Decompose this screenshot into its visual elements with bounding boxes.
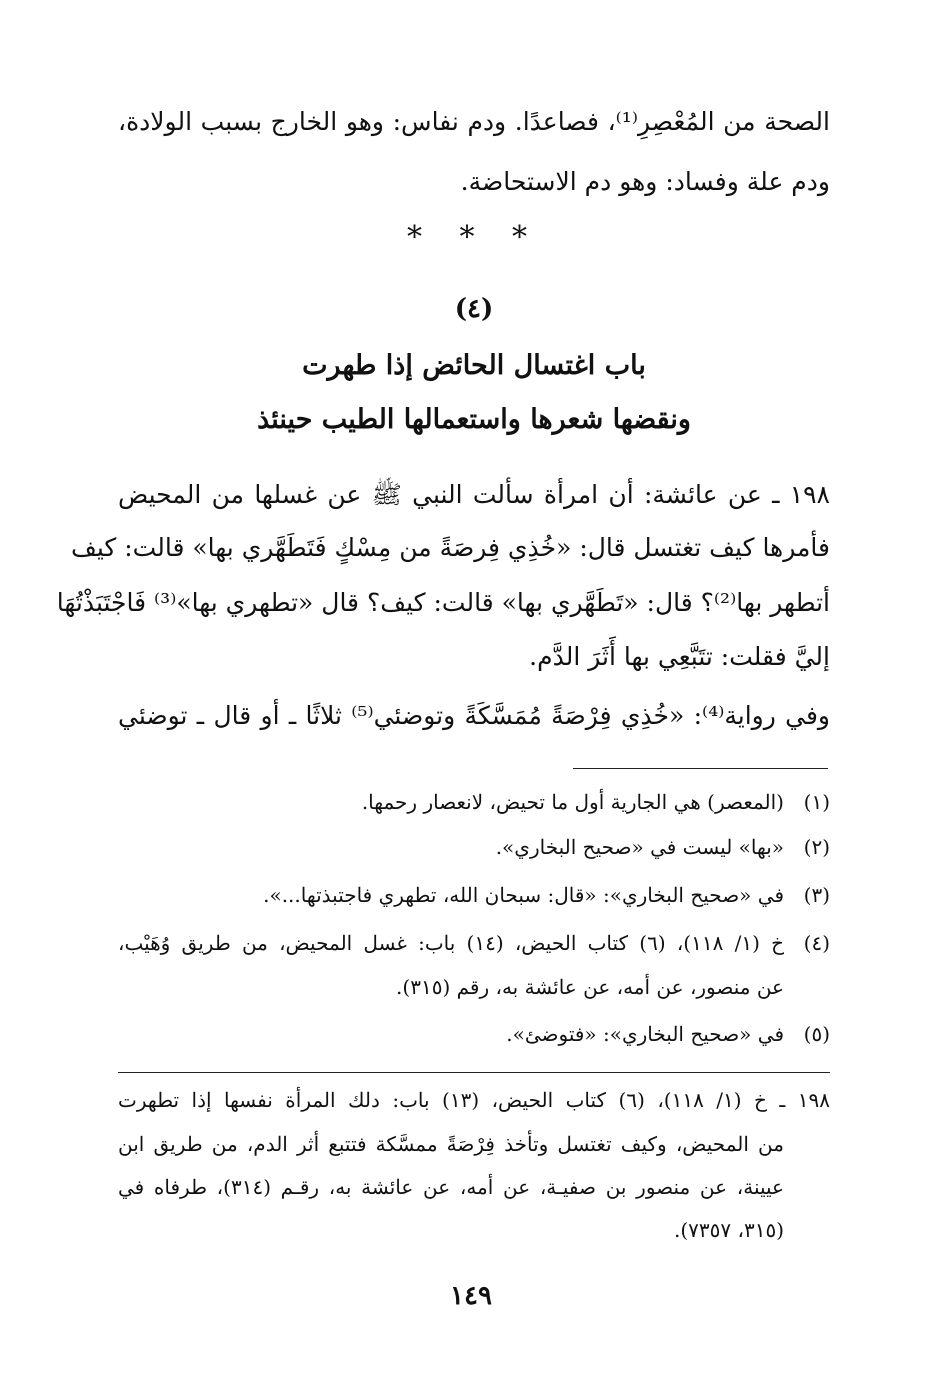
takhrij-line: عيينة، عن منصور بن صفيـة، عن أمه، عن عائشة به، رقـم (٣١٤)، طرفاه في (118, 1175, 784, 1199)
section-title: باب اغتسال الحائض إذا طهرت (302, 350, 646, 381)
footnote-number: (٢) (803, 835, 830, 859)
takhrij-divider (118, 1072, 830, 1073)
takhrij-line: (٣١٥، ٧٣٥٧). (674, 1218, 784, 1242)
footnote-number: (٤) (803, 931, 830, 955)
footnote (118, 926, 830, 960)
footnote-text: (المعصر) هي الجارية أول ما تحيض، لانعصار رحمها. (361, 790, 784, 814)
hadith-line: أتطهر بها⁽²⁾؟ قال: «تَطَهَّري بها» قالت: كيف؟ قال «تطهري بها»⁽³⁾ فَاجْتَبَذْتُهَا (56, 588, 830, 617)
hadith-line: إليَّ فقلت: تتَبَّعِي بها أَثَرَ الدَّم. (529, 642, 830, 671)
paragraph-line: ودم علة وفساد: وهو دم الاستحاضة. (460, 167, 830, 196)
footnote-text: في «صحيح البخاري»: «قال: سبحان الله، تطهري فاجتبذتها...». (263, 883, 784, 907)
footnote (118, 830, 830, 864)
footnote (118, 878, 830, 912)
section-separator: * * * (406, 220, 542, 255)
footnote-text: «بها» ليست في «صحيح البخاري». (495, 835, 784, 859)
takhrij-line: من المحيض، وكيف تغتسل وتأخذ فِرْصَةً ممسَّكة فتتبع أثر الدم، من طريق ابن (118, 1132, 784, 1156)
footnote-number: (٣) (803, 883, 830, 907)
footnote (118, 785, 830, 819)
page-number: ١٤٩ (450, 1281, 492, 1311)
hadith-line: فأمرها كيف تغتسل قال: «خُذِي فِرصَةً من مِسْكٍ فَتَطَهَّري بها» قالت: كيف (70, 533, 830, 562)
paragraph-line: الصحة من المُعْصِرِ⁽¹⁾، فصاعدًا. ودم نفاس: وهو الخارج بسبب الولادة، (118, 107, 830, 136)
footnote (118, 1017, 830, 1051)
footnote-number: (٥) (803, 1022, 830, 1046)
hadith-line: ١٩٨ ـ عن عائشة: أن امرأة سألت النبي ﷺ عن غسلها من المحيض (118, 480, 830, 509)
footnote-text: خ (١/ ١١٨)، (٦) كتاب الحيض، (١٤) باب: غسل المحيض، من طريق وُهَيْب، (118, 931, 784, 955)
footnote-text: في «صحيح البخاري»: «فتوضئ». (506, 1022, 784, 1046)
takhrij-line: ١٩٨ ـ خ (١/ ١١٨)، (٦) كتاب الحيض، (١٣) باب: دلك المرأة نفسها إذا تطهرت (118, 1088, 830, 1112)
footnote-continuation: عن منصور، عن أمه، عن عائشة به، رقم (٣١٥). (396, 975, 784, 999)
hadith-line: وفي رواية⁽⁴⁾: «خُذِي فِرْصَةً مُمَسَّكَةً وتوضئي⁽⁵⁾ ثلاثًا ـ أو قال ـ توضئي (118, 701, 830, 730)
section-title: ونقضها شعرها واستعمالها الطيب حينئذ (257, 404, 691, 435)
footnote-number: (١) (803, 790, 830, 814)
section-number: (٤) (454, 294, 494, 324)
footnote-divider (573, 768, 828, 769)
